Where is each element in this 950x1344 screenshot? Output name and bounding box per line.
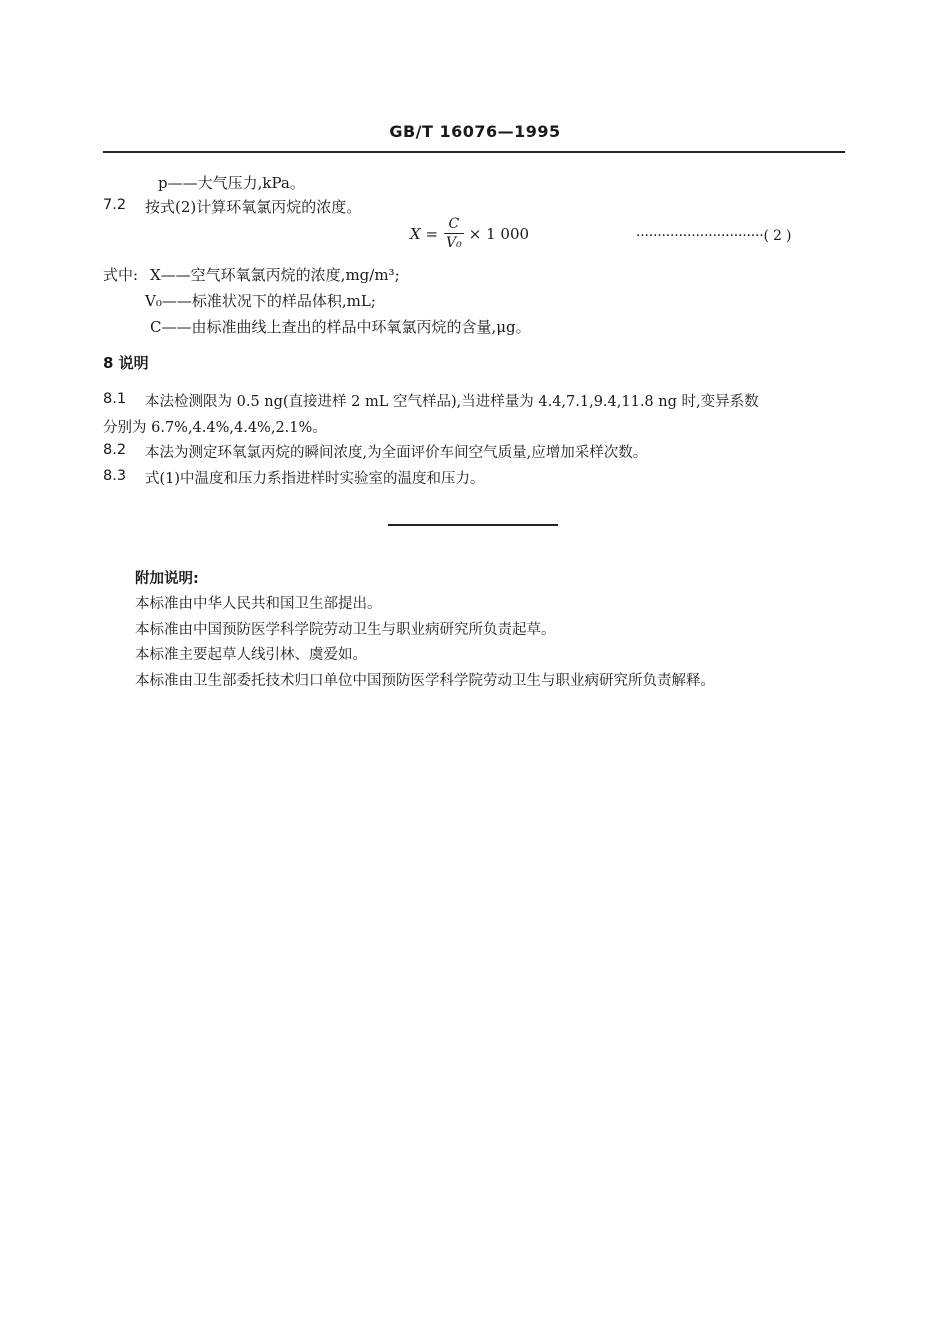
appendix-line: 本标准由卫生部委托技术归口单位中国预防医学科学院劳动卫生与职业病研究所负责解释。 xyxy=(135,673,715,689)
var-p-definition: p——大气压力,kPa。 xyxy=(158,174,305,192)
item-8-1-number: 8.1 xyxy=(103,391,127,407)
header-rule xyxy=(103,151,845,153)
item-7-2-text: 按式(2)计算环氧氯丙烷的浓度。 xyxy=(145,198,362,216)
item-8-1-line1: 本法检测限为 0.5 ng(直接进样 2 mL 空气样品),当进样量为 4.4,7.1,9.4,11.8 ng 时,变异系数 xyxy=(145,394,759,410)
var-c-definition: C——由标准曲线上查出的样品中环氧氯丙烷的含量,μg。 xyxy=(150,318,531,336)
appendix-line: 本标准由中国预防医学科学院劳动卫生与职业病研究所负责起草。 xyxy=(135,622,556,638)
item-7-2-number: 7.2 xyxy=(103,197,127,213)
appendix-title: 附加说明: xyxy=(135,571,199,587)
formula-fraction xyxy=(444,217,464,250)
formula-leader xyxy=(636,228,791,244)
page-header: GB/T 16076—1995 xyxy=(389,122,561,141)
var-x-definition: X——空气环氧氯丙烷的浓度,mg/m³; xyxy=(150,266,400,284)
formula-numerator: C xyxy=(448,216,460,232)
formula-leader-dots: ······························ xyxy=(636,228,764,244)
end-divider xyxy=(388,524,558,526)
item-8-3-text: 式(1)中温度和压力系指进样时实验室的温度和压力。 xyxy=(145,471,485,487)
item-8-2-text: 本法为测定环氧氯丙烷的瞬间浓度,为全面评价车间空气质量,应增加采样次数。 xyxy=(145,445,648,461)
section-8-title: 8 说明 xyxy=(103,354,149,372)
formula-eq-number: ( 2 ) xyxy=(763,228,792,244)
appendix-line: 本标准主要起草人线引林、虞爱如。 xyxy=(135,647,367,663)
item-8-3-number: 8.3 xyxy=(103,468,127,484)
appendix-line: 本标准由中华人民共和国卫生部提出。 xyxy=(135,596,382,612)
formula-rhs: × 1 000 xyxy=(468,224,530,243)
item-8-2-number: 8.2 xyxy=(103,442,127,458)
var-v0-definition: V₀——标准状况下的样品体积,mL; xyxy=(145,292,376,310)
formula-denominator: V₀ xyxy=(446,235,462,251)
where-label: 式中: xyxy=(103,266,139,284)
formula-lhs: X = xyxy=(410,224,439,243)
item-8-1-line2: 分别为 6.7%,4.4%,4.4%,2.1%。 xyxy=(103,420,327,436)
formula-2 xyxy=(410,217,529,250)
